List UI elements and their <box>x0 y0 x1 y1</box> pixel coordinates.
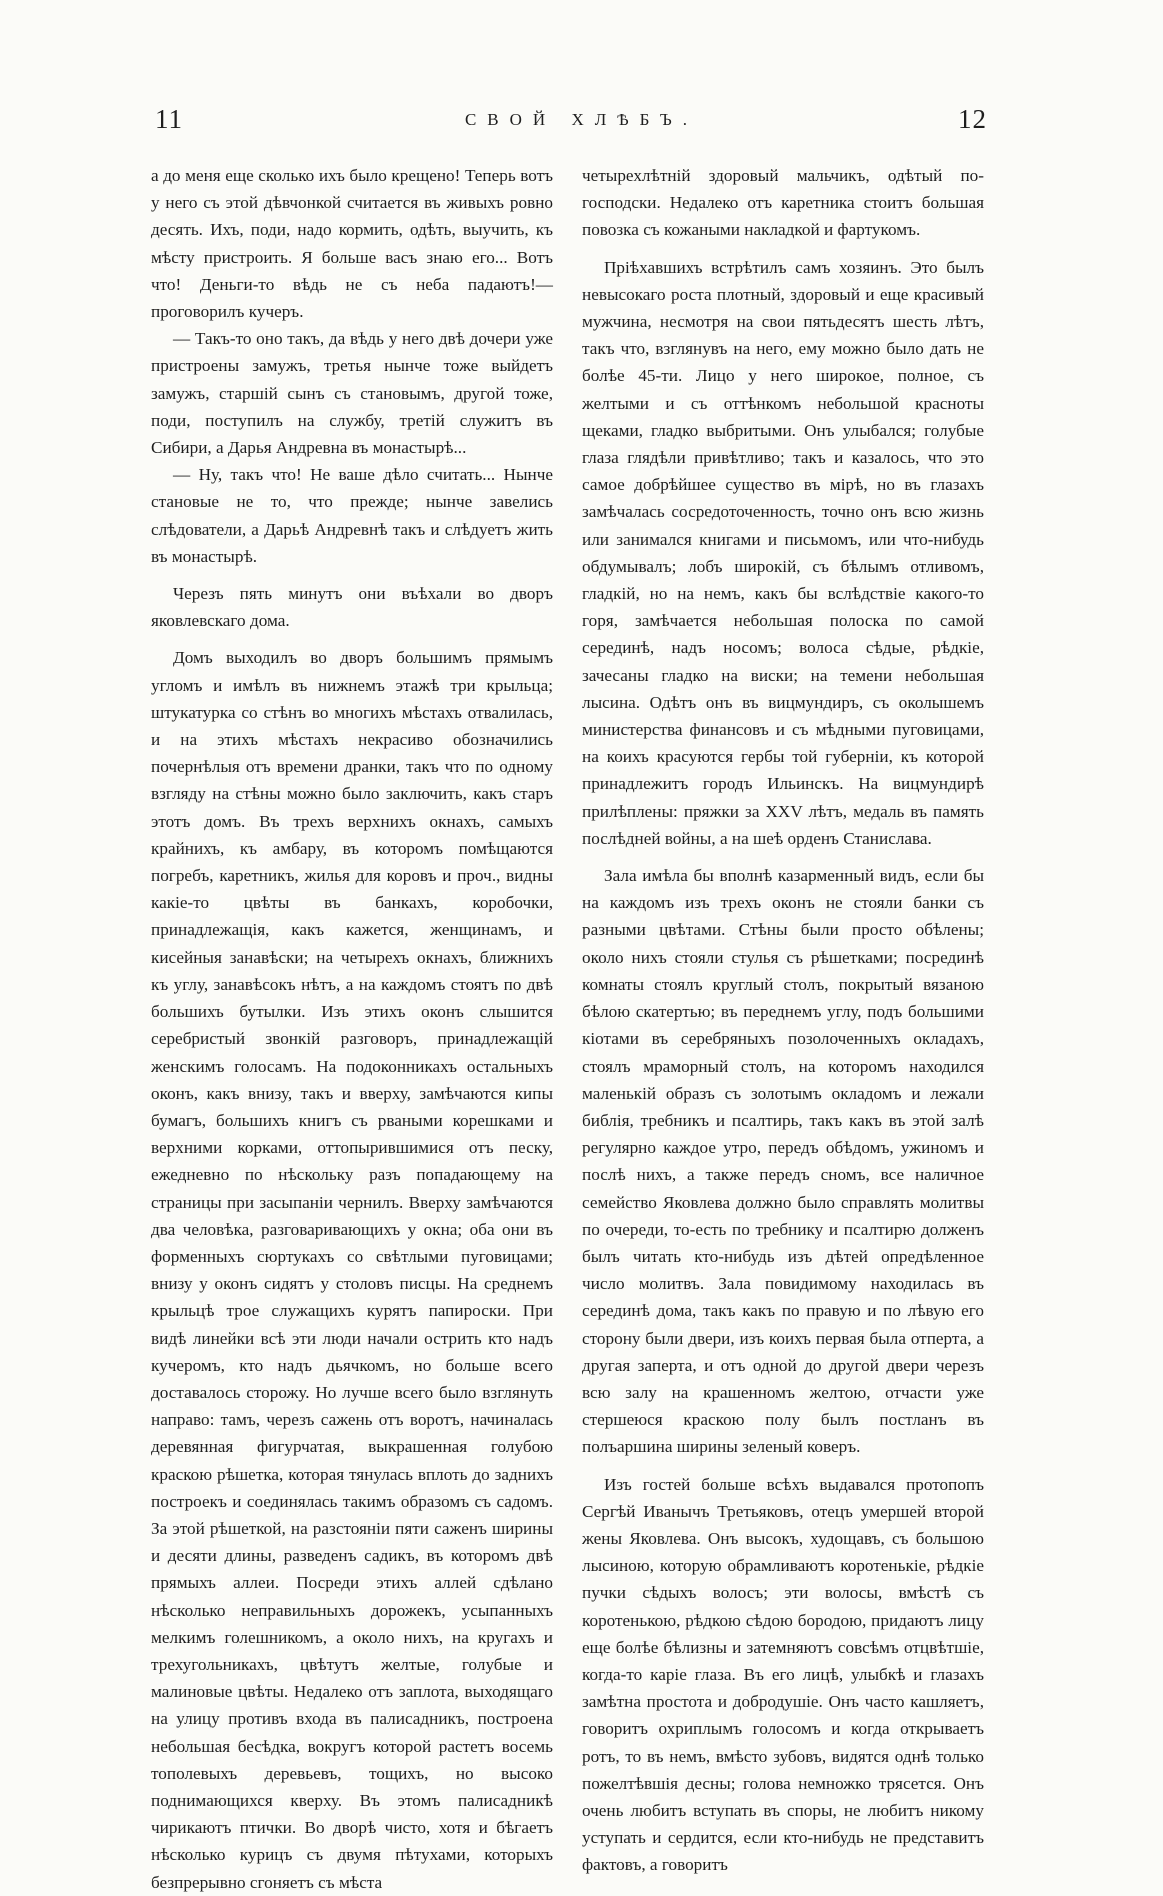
page-header <box>0 104 1163 144</box>
paragraph: — Ну, такъ что! Не ваше дѣло считать... Нынче становые не то, что прежде; нынче завелись слѣдователи, а Дарьѣ Андревнѣ такъ и слѣдуетъ жить въ монастырѣ. <box>151 465 553 566</box>
running-title: СВОЙ ХЛѢБЪ. <box>464 110 699 129</box>
paragraph: Домъ выходилъ во дворъ большимъ прямымъ угломъ и имѣлъ въ нижнемъ этажѣ три крыльца; штукатурка со стѣнъ во многихъ мѣстахъ отвалилась, и на этихъ мѣстахъ некрасиво обозначились почернѣлыя отъ времени дранки, такъ что по одному взгляду на стѣны можно было заключить, какъ старъ этотъ домъ. Въ трехъ верхнихъ окнахъ, самыхъ крайнихъ, къ амбару, въ которомъ помѣщаются погребъ, каретникъ, жилья для коровъ и проч., видны какіе-то цвѣты въ банкахъ, коробочки, принадлежащія, какъ кажется, женщинамъ, и кисейныя занавѣски; на четырехъ окнахъ, ближнихъ къ углу, занавѣсокъ нѣтъ, а на каждомъ стоятъ по двѣ большихъ бутылки. Изъ этихъ оконъ слышится серебристый звонкій разговоръ, принадлежащій женскимъ голосамъ. На подоконникахъ остальныхъ оконъ, какъ внизу, такъ и вверху, замѣчаются кипы бумагъ, большихъ книгъ съ рваными корешками и верхними корками, оттопырившимися отъ песку, ежедневно по нѣскольку разъ попадающему на страницы при засыпаніи чернилъ. Вверху замѣчаются два человѣка, разговаривающихъ у окна; оба они въ форменныхъ сюртукахъ со свѣтлыми пуговицами; внизу у оконъ сидятъ у столовъ писцы. На среднемъ крыльцѣ трое служащихъ курятъ папироски. При видѣ линейки всѣ эти люди начали острить кто надъ кучеромъ, кто надъ дьячкомъ, но больше всего доставалось сторожу. Но лучше всего было взглянуть направо: тамъ, черезъ сажень отъ воротъ, начиналась деревянная фигурчатая, выкрашенная голубою краскою рѣшетка, которая тянулась вплоть до заднихъ построекъ и соединялась такимъ образомъ съ садомъ. За этой рѣшеткой, на разстояніи пяти саженъ ширины и десяти длины, разведенъ садикъ, въ которомъ двѣ прямыхъ аллеи. Посреди этихъ аллей сдѣлано нѣсколько неправильныхъ дорожекъ, усыпанныхъ мелкимъ голешникомъ, а около нихъ, на кругахъ и трехугольникахъ, цвѣтутъ желтые, голубые и малиновые цвѣты. Недалеко отъ заплота, выходящаго на улицу противъ входа въ палисадникъ, построена небольшая бесѣдка, вокругъ которой растетъ восемь тополевыхъ деревьевъ, тощихъ, но высоко поднимающихся кверху. Въ этомъ палисадникѣ чирикаютъ птички. Во дворѣ чисто, хотя и бѣгаетъ нѣсколько курицъ съ двумя пѣтухами, которыхъ безпрерывно сгоняетъ съ мѣста <box>151 648 553 1892</box>
paragraph: а до меня еще сколько ихъ было крещено! Теперь вотъ у него съ этой дѣвчонкой считается въ живыхъ ровно десять. Ихъ, поди, надо кормить, одѣть, выучить, къ мѣсту пристроить. Я больше васъ знаю его... Вотъ что! Деньги-то вѣдь не съ неба падаютъ!—проговорилъ кучеръ. <box>151 166 553 322</box>
page-number-left: 11 <box>155 104 183 134</box>
paragraph: Пріѣхавшихъ встрѣтилъ самъ хозяинъ. Это былъ невысокаго роста плотный, здоровый и еще красивый мужчина, несмотря на свои пятьдесятъ шесть лѣтъ, такъ что, взглянувъ на него, ему можно было дать не болѣе 45-ти. Лицо у него широкое, полное, съ желтыми и съ оттѣнкомъ небольшой красноты щеками, гладко выбритыми. Онъ улыбался; голубые глаза глядѣли привѣтливо; такъ и казалось, что это самое добрѣйшее существо въ мірѣ, но въ глазахъ замѣчалась сосредоточенность, точно онъ всю жизнь или занимался книгами и письмомъ, или что-нибудь обдумывалъ; лобъ широкій, съ бѣлымъ отливомъ, гладкій, но на немъ, какъ бы вслѣдствіе какого-то горя, замѣчается небольшая полоска по самой серединѣ, надъ носомъ; волоса сѣдые, рѣдкіе, зачесаны гладко на виски; на темени небольшая лысина. Одѣтъ онъ въ вицмундиръ, съ околышемъ министерства финансовъ и съ мѣдными пуговицами, на коихъ красуются гербы той губерніи, къ которой принадлежитъ городъ Ильинскъ. На вицмундирѣ прилѣплены: пряжки за XXV лѣтъ, медаль въ память послѣдней войны, а на шеѣ орденъ Станислава. <box>582 257 984 848</box>
text-column-right <box>582 162 984 1879</box>
paragraph: Черезъ пять минутъ они въѣхали во дворъ яковлевскаго дома. <box>151 584 553 631</box>
text-column-left <box>151 162 553 1896</box>
page-number-right: 12 <box>958 104 987 134</box>
paragraph: четырехлѣтній здоровый мальчикъ, одѣтый по-господски. Недалеко отъ каретника стоитъ большая повозка съ кожаными накладкой и фартукомъ. <box>582 166 984 240</box>
paragraph: Зала имѣла бы вполнѣ казарменный видъ, если бы на каждомъ изъ трехъ оконъ не стояли банки съ разными цвѣтами. Стѣны были просто обѣлены; около нихъ стояли стулья съ рѣшетками; посрединѣ комнаты стоялъ круглый столъ, покрытый вязаною бѣлою скатертью; въ переднемъ углу, подъ большими кіотами въ серебряныхъ позолоченныхъ окладахъ, стоялъ мраморный столъ, на которомъ находился маленькій образъ съ золотымъ окладомъ и лежали библія, требникъ и псалтирь, такъ какъ въ этой залѣ регулярно каждое утро, передъ обѣдомъ, ужиномъ и послѣ нихъ, а также передъ сномъ, все наличное семейство Яковлева должно было справлять молитвы по очереди, то-есть по требнику и псалтирю долженъ былъ читать кто-нибудь изъ дѣтей опредѣленное число молитвъ. Зала повидимому находилась въ серединѣ дома, такъ какъ по правую и по лѣвую его сторону были двери, изъ коихъ первая была отперта, а другая заперта, и отъ одной до другой двери черезъ всю залу на крашенномъ желтою, отчасти уже стершеюся краскою полу былъ постланъ въ полъаршина ширины зеленый коверъ. <box>582 866 984 1457</box>
paragraph: — Такъ-то оно такъ, да вѣдь у него двѣ дочери уже пристроены замужъ, третья нынче тоже выйдетъ замужъ, старшій сынъ съ становымъ, другой тоже, поди, поступилъ на службу, третій служитъ въ Сибири, а Дарья Андревна въ монастырѣ... <box>151 329 553 458</box>
paragraph: Изъ гостей больше всѣхъ выдавался протопопъ Сергѣй Иванычъ Третьяковъ, отецъ умершей второй жены Яковлева. Онъ высокъ, худощавъ, съ большою лысиною, которую обрамливаютъ коротенькіе, рѣдкіе пучки сѣдыхъ волосъ; эти волосы, вмѣстѣ съ коротенькою, рѣдкою сѣдою бородою, придаютъ лицу еще болѣе бѣлизны и затемняютъ совсѣмъ отцвѣтшіе, когда-то каріе глаза. Въ его лицѣ, улыбкѣ и глазахъ замѣтна простота и добродушіе. Онъ часто кашляетъ, говоритъ охриплымъ голосомъ и когда открываетъ ротъ, то въ немъ, вмѣсто зубовъ, видятся однѣ только пожелтѣвшія десны; голова немножко трясется. Онъ очень любитъ вступать въ споры, не любитъ никому уступать и сердится, если кто-нибудь не представитъ фактовъ, а говоритъ <box>582 1474 984 1875</box>
